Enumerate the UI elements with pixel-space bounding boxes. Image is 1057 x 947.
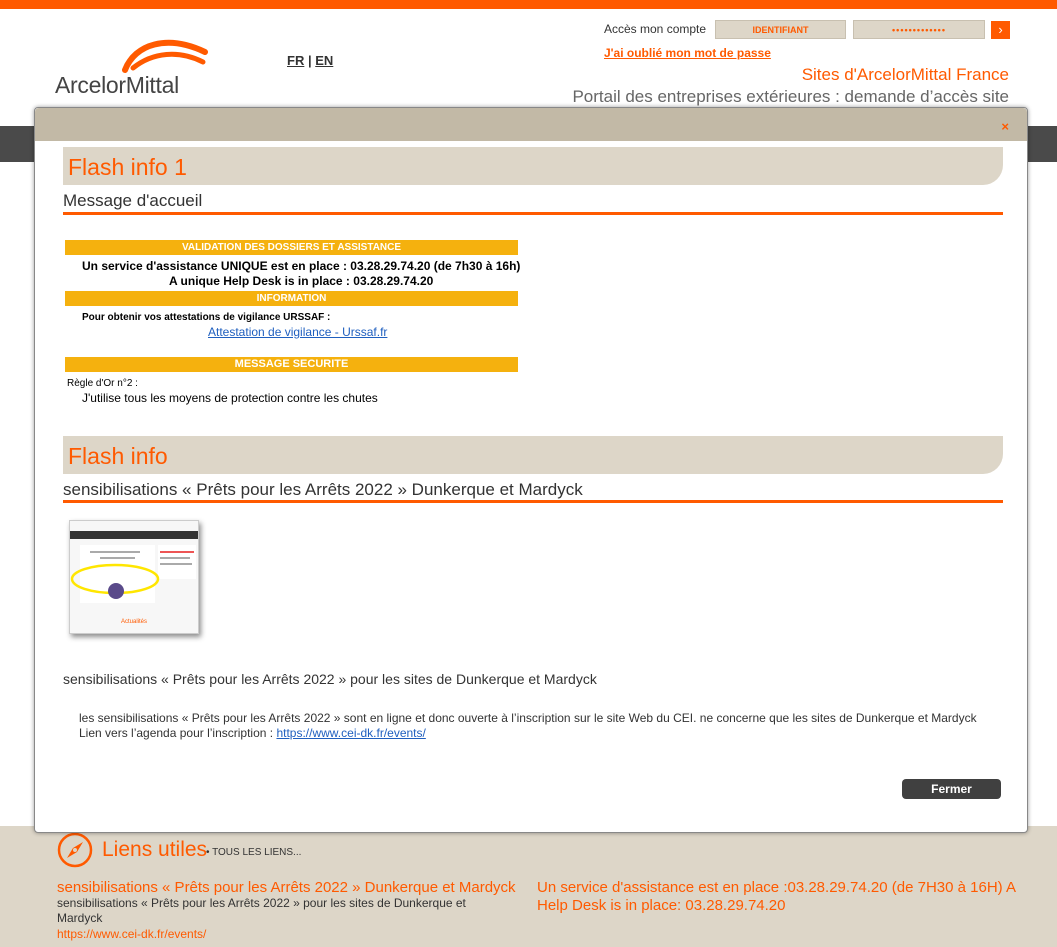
footer-link-description: sensibilisations « Prêts pour les Arrêts 2022 » pour les sites de Dunkerque et Mardyck <box>57 896 466 925</box>
security-header: MESSAGE SECURITE <box>65 357 518 372</box>
sites-title: Sites d'ArcelorMittal France <box>801 65 1009 84</box>
top-accent-bar <box>0 0 1057 9</box>
validation-header: VALIDATION DES DOSSIERS ET ASSISTANCE <box>65 240 518 255</box>
portal-title: Portail des entreprises extérieures : demande d’accès site <box>572 87 1009 106</box>
golden-rule-title: Règle d'Or n°2 : <box>67 378 138 389</box>
arcelormittal-logo[interactable] <box>55 30 215 100</box>
lang-en-link[interactable]: EN <box>315 53 334 68</box>
logo-swoosh-icon <box>55 30 215 75</box>
lang-fr-link[interactable]: FR <box>287 53 305 68</box>
close-icon[interactable]: × <box>1001 119 1009 134</box>
flash-info-1-title: Flash info 1 <box>68 154 187 180</box>
all-links-link[interactable]: • TOUS LES LIENS... <box>206 847 302 858</box>
flash-info-modal <box>34 107 1028 833</box>
helpdesk-line: A unique Help Desk is in place : 03.28.29.74.20 <box>169 274 434 288</box>
assistance-line: Un service d'assistance UNIQUE est en place : 03.28.29.74.20 (de 7h30 à 16h) <box>82 259 521 273</box>
footer-link-title[interactable]: sensibilisations « Prêts pour les Arrêts 2022 » Dunkerque et Mardyck <box>57 879 516 896</box>
thumbnail-caption: Actualités <box>120 619 147 625</box>
welcome-subtitle: Message d'accueil <box>63 191 203 210</box>
news-body: les sensibilisations « Prêts pour les Arrêts 2022 » sont en ligne et donc ouverte à l’inscription sur le site Web du CEI. ne concerne que les sites de Dunkerque et Mardyck <box>79 711 977 725</box>
login-submit-button[interactable]: › <box>991 21 1010 39</box>
news-subtitle: sensibilisations « Prêts pour les Arrêts 2022 » Dunkerque et Mardyck <box>63 480 583 499</box>
modal-header <box>35 108 1027 141</box>
forgot-password-link[interactable]: J'ai oublié mon mot de passe <box>604 46 771 60</box>
news-link-label: Lien vers l’agenda pour l’inscription : <box>79 726 274 740</box>
news-events-link[interactable]: https://www.cei-dk.fr/events/ <box>276 726 426 740</box>
website-screenshot-image <box>70 521 198 633</box>
news-title: sensibilisations « Prêts pour les Arrêts 2022 » pour les sites de Dunkerque et Mardyck <box>63 671 597 687</box>
footer-link-url[interactable]: https://www.cei-dk.fr/events/ <box>57 927 207 941</box>
lang-separator: | <box>307 53 312 68</box>
urssaf-label: Pour obtenir vos attestations de vigilance URSSAF : <box>82 312 331 323</box>
news-thumbnail[interactable] <box>69 520 199 634</box>
information-header: INFORMATION <box>65 291 518 306</box>
golden-rule-text: J'utilise tous les moyens de protection contre les chutes <box>82 391 378 405</box>
account-label: Accès mon compte <box>604 22 707 36</box>
compass-icon <box>57 832 93 868</box>
logo-text: ArcelorMittal <box>55 72 179 98</box>
flash-info-1-band <box>63 147 1003 185</box>
flash-info-title: Flash info <box>68 443 168 469</box>
section-divider <box>63 500 1003 503</box>
language-switcher <box>287 53 333 68</box>
footer-helpdesk-title[interactable]: Un service d'assistance est en place :03.28.29.74.20 (de 7H30 à 16H) A Help Desk is in place: 03.28.29.74.20 <box>537 879 1016 914</box>
close-button[interactable]: Fermer <box>902 779 1001 799</box>
flash-info-band <box>63 436 1003 474</box>
news-link-line <box>79 726 426 740</box>
section-divider <box>63 212 1003 215</box>
password-input[interactable]: ••••••••••••• <box>853 20 985 39</box>
username-input[interactable]: IDENTIFIANT <box>715 20 846 39</box>
footer-title: Liens utiles <box>102 838 208 861</box>
urssaf-link[interactable]: Attestation de vigilance - Urssaf.fr <box>208 325 388 339</box>
